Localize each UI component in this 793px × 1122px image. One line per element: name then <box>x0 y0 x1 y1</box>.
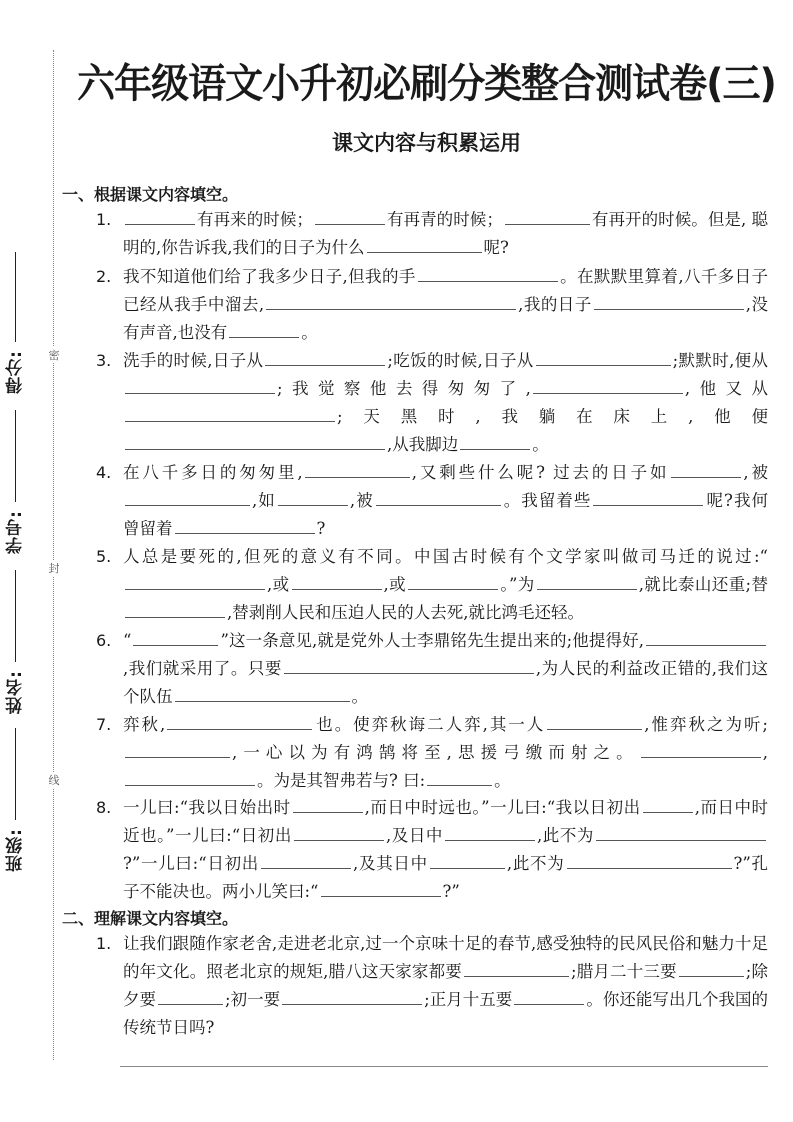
blank[interactable] <box>594 291 744 310</box>
question-number: 5. <box>96 547 112 566</box>
student-id-label: 学号: <box>5 510 26 554</box>
question-text: 。 <box>301 323 318 342</box>
page-subtitle: 课文内容与积累运用 <box>332 131 521 155</box>
question-1-8 <box>96 794 768 906</box>
question-text: ,而日中时近也。”一儿曰:“日初出 <box>123 798 768 845</box>
question-text: ,我的日子 <box>518 295 592 314</box>
blank[interactable] <box>125 571 265 590</box>
question-text: 洗手的时候,日子从 <box>123 351 264 370</box>
blank[interactable] <box>175 683 350 702</box>
question-number: 6. <box>96 631 112 650</box>
question-text: 。为是其智弗若与? 曰: <box>257 771 426 790</box>
blank[interactable] <box>133 627 218 646</box>
score-field[interactable] <box>4 252 26 394</box>
question-text: ,及日中 <box>385 826 443 845</box>
question-number: 8. <box>96 798 112 817</box>
blank[interactable] <box>536 347 671 366</box>
blank[interactable] <box>464 958 569 977</box>
question-text: ,被 <box>349 491 374 510</box>
question-text: ? <box>316 519 326 538</box>
question-1-4 <box>96 459 768 543</box>
blank[interactable] <box>167 711 312 730</box>
blank[interactable] <box>445 822 535 841</box>
blank[interactable] <box>158 986 223 1005</box>
question-text: 让我们跟随作家老舍,走进老北京,过一个京味十足的春节,感受独特的民风民俗和魅力十足的年文化。照老北京的规矩,腊八这天家家都要 <box>123 934 768 981</box>
question-text: 。”为 <box>500 575 535 594</box>
blank[interactable] <box>593 487 703 506</box>
question-text: ,为人民的利益改正错的,我们这个队伍 <box>123 659 768 706</box>
question-text: ;默默时,便从 <box>672 351 768 370</box>
question-text: ;我觉察他去得匆匆了, <box>277 379 531 398</box>
blank[interactable] <box>321 878 441 897</box>
blank[interactable] <box>125 431 385 450</box>
question-text: ,被 <box>743 463 769 482</box>
question-number: 4. <box>96 463 112 482</box>
question-number: 1. <box>96 210 112 229</box>
question-text: ,我们就采用了。只要 <box>123 659 282 678</box>
question-text: ,此不为 <box>536 826 595 845</box>
question-text: ?” <box>442 882 460 901</box>
question-text: 一儿曰:“我以日始出时 <box>123 798 291 817</box>
blank[interactable] <box>427 767 492 786</box>
student-id-field[interactable] <box>4 410 26 554</box>
blank[interactable] <box>282 986 422 1005</box>
seal-char-feng: 封 <box>48 562 60 575</box>
blank[interactable] <box>376 487 501 506</box>
blank[interactable] <box>125 375 275 394</box>
question-text: , <box>762 743 768 762</box>
seal-dotted-line <box>53 50 54 1060</box>
score-line[interactable] <box>15 252 16 342</box>
blank[interactable] <box>537 571 637 590</box>
binding-strip <box>0 0 60 1122</box>
question-text: 。在默默里算着,八千多日子已经从我手中溜去, <box>123 267 768 314</box>
question-text: 呢?我何曾留着 <box>123 491 768 538</box>
blank[interactable] <box>175 515 315 534</box>
blank[interactable] <box>125 739 230 758</box>
question-2-1 <box>96 930 768 1042</box>
blank[interactable] <box>430 850 505 869</box>
question-text: ;除夕要 <box>123 962 769 1009</box>
question-text: 。我留着些 <box>502 491 592 510</box>
question-text: 呢? <box>483 238 509 257</box>
blank[interactable] <box>408 571 498 590</box>
blank[interactable] <box>125 599 225 618</box>
question-1-7 <box>96 711 768 795</box>
question-text: ,没有声音,也没有 <box>123 295 768 342</box>
seal-char-mi: 密 <box>48 349 60 362</box>
question-text: ,此不为 <box>506 854 565 873</box>
question-text: ”这一条意见,就是党外人士李鼎铭先生提出来的;他提得好, <box>220 631 644 650</box>
question-text: 。你还能写出几个我国的传统节日吗? <box>123 990 769 1037</box>
question-text: “ <box>123 631 132 650</box>
blank[interactable] <box>567 850 732 869</box>
blank[interactable] <box>533 375 683 394</box>
question-text: ,替剥削人民和压迫人民的人去死,就比鸿毛还轻。 <box>227 603 584 622</box>
blank[interactable] <box>125 403 335 422</box>
question-text: ,如 <box>252 491 276 510</box>
blank[interactable] <box>278 487 348 506</box>
question-text: 。 <box>351 687 368 706</box>
question-text: ,及其日中 <box>353 854 428 873</box>
question-text: 弈秋, <box>123 715 166 734</box>
question-text: ;天黑时,我躺在床上,他便 <box>337 407 768 426</box>
question-number: 3. <box>96 351 112 370</box>
question-text: ,从我脚边 <box>387 435 459 454</box>
blank[interactable] <box>418 263 558 282</box>
question-text: ?”一儿曰:“日初出 <box>123 854 260 873</box>
blank[interactable] <box>229 319 299 338</box>
blank[interactable] <box>367 234 482 253</box>
question-text: ;腊月二十三要 <box>570 962 677 981</box>
question-text: ,或 <box>267 575 290 594</box>
student-id-line[interactable] <box>15 410 16 502</box>
question-1-2 <box>96 263 768 347</box>
question-text: 有再开的时候。但是, 聪明的,你告诉我,我们的日子为什么 <box>123 210 768 257</box>
question-number: 1. <box>96 934 112 953</box>
section-1-heading: 一、根据课文内容填空。 <box>62 185 239 204</box>
blank[interactable] <box>646 627 766 646</box>
blank[interactable] <box>265 347 385 366</box>
blank[interactable] <box>294 822 384 841</box>
question-text: 在八千多日的匆匆里, <box>123 463 303 482</box>
blank[interactable] <box>125 487 250 506</box>
question-text: ;正月十五要 <box>424 990 513 1009</box>
name-label: 姓名: <box>5 670 26 714</box>
name-line[interactable] <box>15 570 16 662</box>
answer-line[interactable] <box>120 1066 768 1067</box>
question-text: 人总是要死的,但死的意义有不同。中国古时候有个文学家叫做司马迁的说过:“ <box>123 547 768 566</box>
blank[interactable] <box>261 850 351 869</box>
blank[interactable] <box>514 986 584 1005</box>
blank[interactable] <box>293 794 363 813</box>
question-text: ?”孔子不能决也。两小儿笑曰:“ <box>123 854 768 901</box>
question-number: 7. <box>96 715 112 734</box>
blank[interactable] <box>305 459 410 478</box>
blank[interactable] <box>505 206 590 225</box>
seal-char-xian: 线 <box>48 774 60 787</box>
blank[interactable] <box>125 767 255 786</box>
class-label: 班级: <box>5 828 26 872</box>
question-1-1 <box>96 206 768 262</box>
blank[interactable] <box>641 739 761 758</box>
question-text: ,就比泰山还重;替 <box>638 575 768 594</box>
question-text: ,而日中时远也。”一儿曰:“我以日初出 <box>364 798 641 817</box>
blank[interactable] <box>671 459 741 478</box>
blank[interactable] <box>266 291 516 310</box>
blank[interactable] <box>125 206 195 225</box>
class-line[interactable] <box>15 728 16 820</box>
question-1-3 <box>96 347 768 459</box>
question-text: 也。使弈秋诲二人弈,其一人 <box>314 715 546 734</box>
blank[interactable] <box>284 655 534 674</box>
blank[interactable] <box>643 794 693 813</box>
blank[interactable] <box>547 711 642 730</box>
question-text: ;初一要 <box>225 990 281 1009</box>
question-1-6 <box>96 627 768 711</box>
question-1-5 <box>96 543 768 627</box>
question-text: ,惟弈秋之为听; <box>644 715 768 734</box>
question-text: ,一心以为有鸿鹄将至,思援弓缴而射之。 <box>232 743 639 762</box>
name-field[interactable] <box>4 570 26 714</box>
question-text: ,他又从 <box>684 379 768 398</box>
blank[interactable] <box>679 958 744 977</box>
question-number: 2. <box>96 267 112 286</box>
question-text: ,又剩些什么呢? 过去的日子如 <box>411 463 670 482</box>
blank[interactable] <box>315 206 385 225</box>
question-text: ;吃饭的时候,日子从 <box>387 351 534 370</box>
class-field[interactable] <box>4 728 26 872</box>
question-text: ,或 <box>383 575 406 594</box>
question-text: 。 <box>494 771 511 790</box>
blank[interactable] <box>596 822 766 841</box>
section-2-heading: 二、理解课文内容填空。 <box>62 909 239 928</box>
question-text: 有再青的时候； <box>386 210 503 229</box>
blank[interactable] <box>292 571 382 590</box>
page-title: 六年级语文小升初必刷分类整合测试卷(三) <box>77 60 776 107</box>
blank[interactable] <box>460 431 530 450</box>
question-text: 。 <box>532 435 549 454</box>
question-text: 有再来的时候； <box>197 210 313 229</box>
question-text: 我不知道他们给了我多少日子,但我的手 <box>123 267 416 286</box>
score-label: 得分: <box>5 350 26 394</box>
